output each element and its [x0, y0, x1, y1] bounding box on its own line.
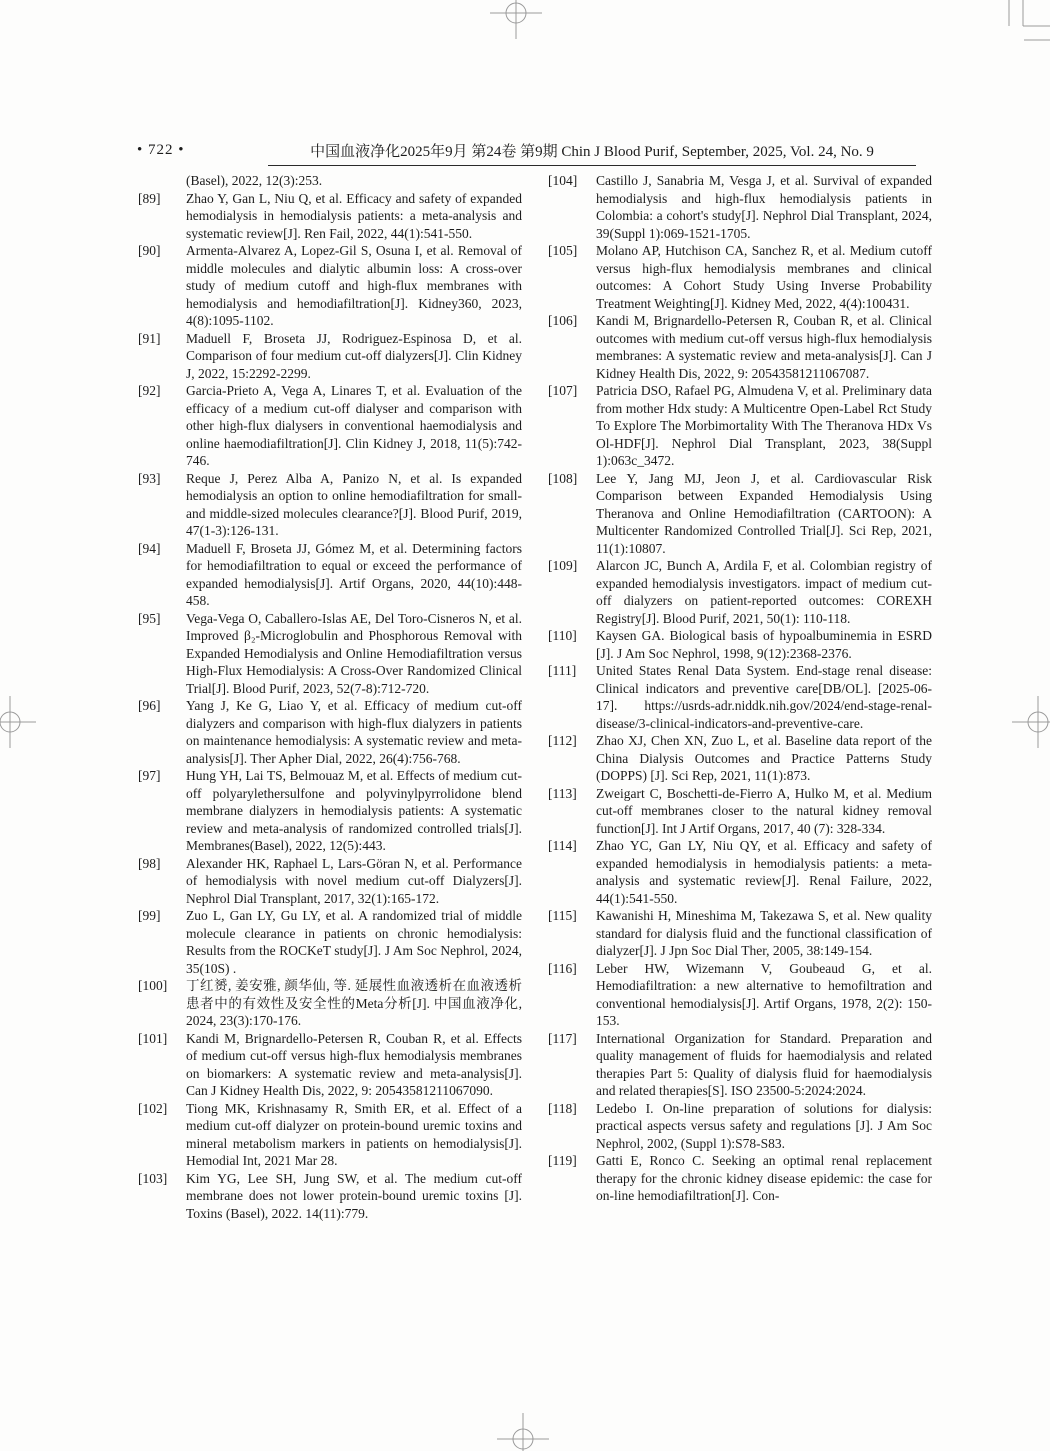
- reference-text: Tiong MK, Krishnasamy R, Smith ER, et al. Effect of a medium cut-off dialyzer on protein-bound uremic toxins and mineral metabolism markers in patients on hemodialysis[J]. Hemodial Int, 2021 Mar 28.: [186, 1100, 522, 1168]
- registration-mark-icon: [1012, 696, 1050, 748]
- reference-item: [138, 610, 522, 698]
- reference-text: Hung YH, Lai TS, Belmouaz M, et al. Effects of medium cut-off polyarylethersulfone and polyvinylpyrrolidone blend membrane dialyzers in hemodialysis patients: A systematic review and meta-analysis of randomized controlled trials[J]. Membranes(Basel), 2022, 12(5):443.: [186, 768, 522, 853]
- reference-number: [92]: [138, 383, 161, 398]
- reference-text: Kandi M, Brignardello-Petersen R, Couban R, et al. Effects of medium cut-off versus high-flux hemodialysis membranes on biomarkers: A systematic review and meta-analysis[J]. Can J Kidney Health Dis, 2022, 9: 20543581211067090.: [186, 1030, 522, 1098]
- journal-header-title: 中国血液净化2025年9月 第24卷 第9期 Chin J Blood Purif, September, 2025, Vol. 24, No. 9: [268, 140, 916, 166]
- reference-number: [107]: [548, 383, 578, 398]
- reference-item: [138, 855, 522, 908]
- reference-item: [138, 242, 522, 330]
- reference-item: [548, 172, 932, 242]
- reference-number: [97]: [138, 768, 161, 783]
- reference-text: Zhao Y, Gan L, Niu Q, et al. Efficacy and safety of expanded hemodialysis in hemodialysis patients: a meta-analysis and systematic review[J]. Ren Fail, 2022, 44(1):541-550.: [186, 190, 522, 241]
- references-column-left: [138, 172, 522, 1222]
- reference-number: [95]: [138, 610, 161, 626]
- reference-item: [548, 627, 932, 662]
- reference-text: Zweigart C, Boschetti-de-Fierro A, Hulko M, et al. Medium cut-off membranes closer to the natural kidney removal function[J]. Int J Artif Organs, 2017, 40 (7): 328-334.: [596, 785, 932, 836]
- reference-number: [89]: [138, 190, 161, 206]
- reference-number: [108]: [548, 470, 578, 486]
- reference-item: [138, 977, 522, 1030]
- reference-number: [110]: [548, 628, 577, 643]
- reference-text: Lee Y, Jang MJ, Jeon J, et al. Cardiovascular Risk Comparison between Expanded Hemodialysis Using Theranova and Online Hemodiafiltration (CARTOON): A Multicenter Randomized Controlled Trial[J]. Sci Rep, 2021, 11(1):10807.: [596, 470, 932, 556]
- reference-item: [138, 1170, 522, 1223]
- reference-number: [114]: [548, 838, 577, 853]
- reference-item: [548, 1100, 932, 1153]
- reference-text: Armenta-Alvarez A, Lopez-Gil S, Osuna I, et al. Removal of middle molecules and dialytic albumin loss: A cross-over study of medium cutoff and high-flux membranes with hemodialysis and hemodiafiltration[J]. Kidney360, 2023, 4(8):1095-1102.: [186, 243, 522, 328]
- reference-item: [548, 1152, 932, 1205]
- reference-item: [138, 540, 522, 610]
- reference-number: [91]: [138, 330, 161, 346]
- reference-text: 丁红赟, 姜安雅, 颜华仙, 等. 延展性血液透析在血液透析患者中的有效性及安全性的Meta分析[J]. 中国血液净化, 2024, 23(3):170-176.: [186, 978, 522, 1028]
- reference-number: [119]: [548, 1153, 577, 1168]
- reference-number: [99]: [138, 908, 161, 923]
- reference-number: [112]: [548, 733, 577, 748]
- reference-item: [138, 470, 522, 540]
- reference-number: [96]: [138, 698, 161, 713]
- references-column-right: [548, 172, 932, 1205]
- reference-text: Alexander HK, Raphael L, Lars-Göran N, et al. Performance of hemodialysis with novel medium cut-off Dialyzers[J]. Nephrol Dial Transplant, 2017, 32(1):165-172.: [186, 855, 522, 906]
- reference-text: Gatti E, Ronco C. Seeking an optimal renal replacement therapy for the chronic kidney disease epidemic: the case for on-line hemodiafiltration[J]. Con-: [596, 1153, 932, 1203]
- reference-item: [548, 960, 932, 1030]
- reference-number: [90]: [138, 243, 161, 258]
- reference-item: [138, 1100, 522, 1170]
- reference-item: [548, 470, 932, 558]
- reference-number: [103]: [138, 1170, 168, 1186]
- reference-item: [548, 785, 932, 838]
- reference-text: Kawanishi H, Mineshima M, Takezawa S, et al. New quality standard for dialysis fluid and the functional classification of dialyzer[J]. J Jpn Soc Dial Ther, 2005, 38:149-154.: [596, 908, 932, 958]
- reference-text: Reque J, Perez Alba A, Panizo N, et al. Is expanded hemodialysis an option to online hemodiafiltration for small- and middle-sized molecules clearance?[J]. Blood Purif, 2019, 47(1-3):126-131.: [186, 470, 522, 538]
- reference-number: [116]: [548, 960, 577, 976]
- reference-text: Zuo L, Gan LY, Gu LY, et al. A randomized trial of middle molecule clearance in patients on chronic hemodialysis: Results from the ROCKeT study[J]. J Am Soc Nephrol, 2024, 35(10S) .: [186, 908, 522, 976]
- reference-number: [98]: [138, 855, 161, 871]
- page-number: • 722 •: [137, 142, 185, 158]
- reference-item: [138, 382, 522, 470]
- reference-text: Zhao YC, Gan LY, Niu QY, et al. Efficacy and safety of expanded hemodialysis in hemodialysis patients: a meta-analysis and systematic review[J]. Renal Failure, 2022, 44(1):541-550.: [596, 838, 932, 906]
- reference-text: Kim YG, Lee SH, Jung SW, et al. The medium cut-off membrane does not lower protein-bound uremic toxins [J]. Toxins (Basel), 2022. 14(11):779.: [186, 1170, 522, 1221]
- reference-text: Vega-Vega O, Caballero-Islas AE, Del Toro-Cisneros N, et al. Improved β₂-Microglobulin and Phosphorous Removal with Expanded Hemodialysis and Online Hemodiafiltration versus High-Flux Hemodialysis: A Cross-Over Randomized Clinical Trial[J]. Blood Purif, 2023, 52(7-8):712-720.: [186, 610, 522, 696]
- reference-text: Maduell F, Broseta JJ, Rodriguez-Espinosa D, et al. Comparison of four medium cut-off dialyzers[J]. Clin Kidney J, 2022, 15:2292-2299.: [186, 330, 522, 381]
- reference-item: [548, 732, 932, 785]
- reference-number: [109]: [548, 558, 578, 573]
- reference-number: [100]: [138, 978, 168, 993]
- corner-trim-mark-icon: [1009, 0, 1050, 40]
- reference-text: Kaysen GA. Biological basis of hypoalbuminemia in ESRD [J]. J Am Soc Nephrol, 1998, 9(12):2368-2376.: [596, 628, 932, 661]
- reference-item: [548, 662, 932, 732]
- reference-item: [138, 172, 522, 190]
- reference-number: [106]: [548, 313, 578, 328]
- reference-number: [117]: [548, 1030, 577, 1046]
- registration-mark-icon: [497, 1413, 549, 1451]
- reference-item: [138, 1030, 522, 1100]
- reference-text: United States Renal Data System. End-stage renal disease: Clinical indicators and preventive care[DB/OL]. [2025-06-17]. https://usrds-adr.niddk.nih.gov/2024/end-stage-renal-disease/3-clinical-indicators-and-preventive-care.: [596, 663, 932, 731]
- reference-text: Alarcon JC, Bunch A, Ardila F, et al. Colombian registry of expanded hemodialysis investigators. impact of medium cut-off dialyzers on patient-reported outcomes: COREXH Registry[J]. Blood Purif, 2021, 50(1): 110-118.: [596, 558, 932, 626]
- reference-text: Yang J, Ke G, Liao Y, et al. Efficacy of medium cut-off dialyzers and comparison with high-flux dialyzers in patients on maintenance hemodialysis: A systematic review and meta-analysis[J]. Ther Apher Dial, 2022, 26(4):756-768.: [186, 698, 522, 766]
- registration-mark-icon: [0, 696, 36, 748]
- reference-number: [118]: [548, 1100, 577, 1116]
- reference-number: [102]: [138, 1100, 168, 1116]
- reference-number: [101]: [138, 1030, 168, 1046]
- reference-number: [115]: [548, 908, 577, 923]
- reference-item: [548, 1030, 932, 1100]
- reference-item: [548, 557, 932, 627]
- reference-number: [93]: [138, 470, 161, 486]
- reference-text: Patricia DSO, Rafael PG, Almudena V, et al. Preliminary data from mother Hdx study: A Multicentre Open-Label Rct Study To Explore The Morbimortality With The Theranova HDx Vs Ol-HDF[J]. Nephrol Dial Transplant, 2023, 38(Suppl 1):063c_3472.: [596, 383, 932, 468]
- reference-number: [113]: [548, 785, 577, 801]
- reference-item: [548, 312, 932, 382]
- reference-text: (Basel), 2022, 12(3):253.: [186, 173, 323, 188]
- reference-item: [548, 837, 932, 907]
- reference-item: [548, 382, 932, 470]
- reference-item: [138, 190, 522, 243]
- reference-number: [94]: [138, 540, 161, 556]
- reference-text: Kandi M, Brignardello-Petersen R, Couban R, et al. Clinical outcomes with medium cut-off versus high-flux hemodialysis membranes: A systematic review and meta-analysis[J]. Can J Kidney Health Dis, 2022, 9: 20543581211067087.: [596, 313, 932, 381]
- reference-text: Molano AP, Hutchison CA, Sanchez R, et al. Medium cutoff versus high-flux hemodialysis membranes and clinical outcomes: A Cohort Study Using Inverse Probability Treatment Weighting[J]. Kidney Med, 2022, 4(4):100431.: [596, 243, 932, 311]
- reference-item: [138, 330, 522, 383]
- registration-mark-icon: [490, 0, 542, 39]
- reference-text: Ledebo I. On-line preparation of solutions for dialysis: practical aspects versus safety and regulations [J]. J Am Soc Nephrol, 2002, (Suppl 1):S78-S83.: [596, 1100, 932, 1151]
- reference-number: [105]: [548, 243, 578, 258]
- reference-item: [138, 767, 522, 855]
- reference-text: Castillo J, Sanabria M, Vesga J, et al. Survival of expanded hemodialysis and high-flux hemodialysis patients in Colombia: a cohort's study[J]. Nephrol Dial Transplant, 2024, 39(Suppl 1):069-1521-1705.: [596, 173, 932, 241]
- reference-item: [548, 242, 932, 312]
- reference-text: Garcia-Prieto A, Vega A, Linares T, et al. Evaluation of the efficacy of a medium cut-off dialyser and comparison with other high-flux dialysers in conventional haemodialysis and online haemodiafiltration[J]. Clin Kidney J, 2018, 11(5):742-746.: [186, 383, 522, 468]
- reference-text: Maduell F, Broseta JJ, Gómez M, et al. Determining factors for hemodiafiltration to equal or exceed the performance of expanded hemodialysis[J]. Artif Organs, 2020, 44(10):448-458.: [186, 540, 522, 608]
- reference-text: International Organization for Standard. Preparation and quality management of fluids for haemodialysis and related therapies Part 5: Quality of dialysis fluid for haemodialysis and related therapies[S]. ISO 23500-5:2024:2024.: [596, 1030, 932, 1098]
- reference-number: [111]: [548, 663, 577, 678]
- reference-item: [138, 907, 522, 977]
- reference-number: [104]: [548, 173, 578, 188]
- reference-text: Leber HW, Wizemann V, Goubeaud G, et al. Hemodiafiltration: a new alternative to hemofiltration and conventional hemodialysis[J]. Artif Organs, 1978, 2(2): 150-153.: [596, 960, 932, 1028]
- reference-item: [138, 697, 522, 767]
- reference-text: Zhao XJ, Chen XN, Zuo L, et al. Baseline data report of the China Dialysis Outcomes and Practice Patterns Study (DOPPS) [J]. Sci Rep, 2021, 11(1):873.: [596, 733, 932, 783]
- reference-item: [548, 907, 932, 960]
